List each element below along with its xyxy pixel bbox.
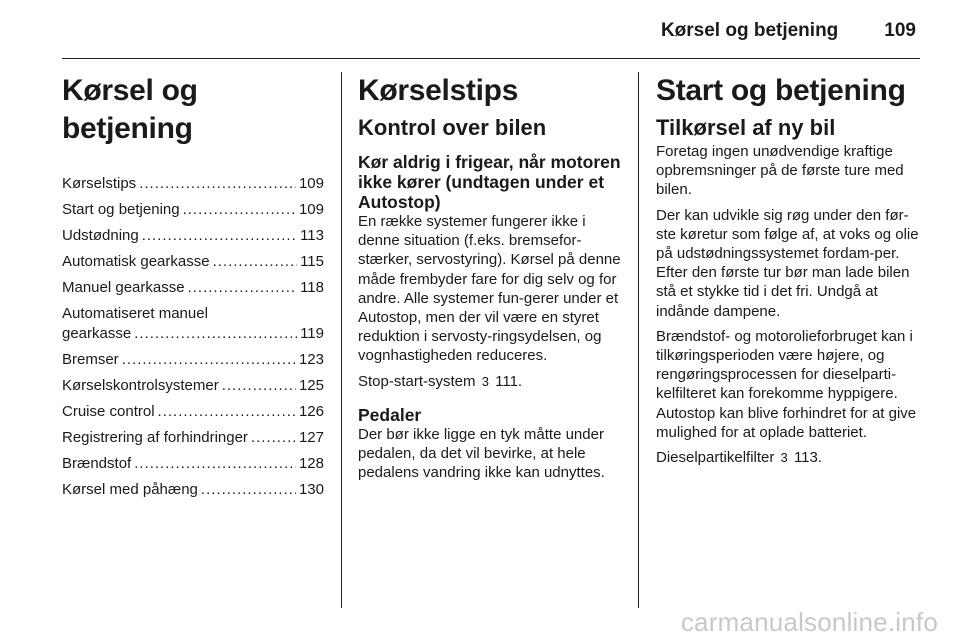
toc-item[interactable]: Bremser ..... 123 xyxy=(62,350,324,370)
chapter-title: Kørsel og betjening xyxy=(62,74,198,145)
body-paragraph: Der kan udvikle sig røg under den før-ste køretur som følge af, at voks og olie på udstødningssystemet fordam-per. Efter den første tur bør man lade bilen stå et stykke tid i det fri. Undgå at indånde dampene. xyxy=(656,206,919,320)
body-paragraph: En række systemer fungerer ikke i denne situation (f.eks. bremsefor-stærker, servostyring). Kørsel på denne måde frembyder fare for dig selv og for andre. Alle systemer fun-gerer under et Autostop, men der vil være en styret reduktion i servosty-ringsydelsen, og vognhastigheden reduceres. xyxy=(358,213,621,365)
toc-column xyxy=(62,72,324,506)
toc-list xyxy=(62,174,324,499)
toc-item[interactable]: Manuel gearkasse ..... 118 xyxy=(62,278,324,298)
section-title: Kørselstips xyxy=(358,74,519,107)
toc-item[interactable]: Start og betjening ..... 109 xyxy=(62,200,324,220)
column-divider xyxy=(638,72,639,608)
page-reference-icon: 3 xyxy=(780,450,788,466)
running-header xyxy=(0,20,916,46)
cross-reference[interactable]: Dieselpartikelfilter 3 113. xyxy=(656,449,823,467)
header-page-number: 109 xyxy=(884,20,916,41)
section-subtitle: Tilkørsel af ny bil xyxy=(656,115,836,140)
column-divider xyxy=(341,72,342,608)
toc-item[interactable]: Registrering af forhindringer ..... 127 xyxy=(62,428,324,448)
toc-item[interactable]: Brændstof ..... 128 xyxy=(62,454,324,474)
body-paragraph: Brændstof- og motorolieforbruget kan i tilkøringsperioden være højere, og rengøringsprocessen for dieselparti-kelfilteret kan forekomme hyppigere. Autostop kan blive forhindret for at give mulighed for at oplade batteriet. xyxy=(656,327,917,441)
start-operation-column xyxy=(656,72,922,473)
toc-item[interactable]: Kørselstips ..... 109 xyxy=(62,174,324,194)
toc-item[interactable]: Kørselskontrolsystemer ..... 125 xyxy=(62,376,324,396)
body-paragraph: Foretag ingen unødvendige kraftige opbremsninger på de første ture med bilen. xyxy=(656,143,904,199)
header-rule xyxy=(62,58,920,59)
toc-item[interactable]: Kørsel med påhæng ..... 130 xyxy=(62,480,324,500)
toc-item[interactable]: Cruise control ..... 126 xyxy=(62,402,324,422)
subsection-heading: Kør aldrig i frigear, når motoren ikke kører (undtagen under et Autostop) xyxy=(358,152,621,212)
watermark: carmanualsonline.info xyxy=(680,607,938,637)
body-paragraph: Der bør ikke ligge en tyk måtte under pedalen, da det vil bevirke, at hele pedalens vandring ikke kan udnyttes. xyxy=(358,425,605,482)
toc-item[interactable]: Udstødning ..... 113 xyxy=(62,226,324,246)
section-subtitle: Kontrol over bilen xyxy=(358,115,547,140)
subsection-heading: Pedaler xyxy=(358,404,422,425)
header-chapter-title: Kørsel og betjening xyxy=(660,20,839,41)
section-title: Start og betjening xyxy=(656,74,906,107)
driving-tips-column xyxy=(358,72,622,488)
toc-item[interactable]: Automatisk gearkasse ..... 115 xyxy=(62,252,324,272)
page-reference-icon: 3 xyxy=(481,373,489,389)
toc-item[interactable]: Automatiseret manuel gearkasse ..... 119 xyxy=(62,304,324,343)
cross-reference[interactable]: Stop-start-system 3 111. xyxy=(358,372,523,390)
